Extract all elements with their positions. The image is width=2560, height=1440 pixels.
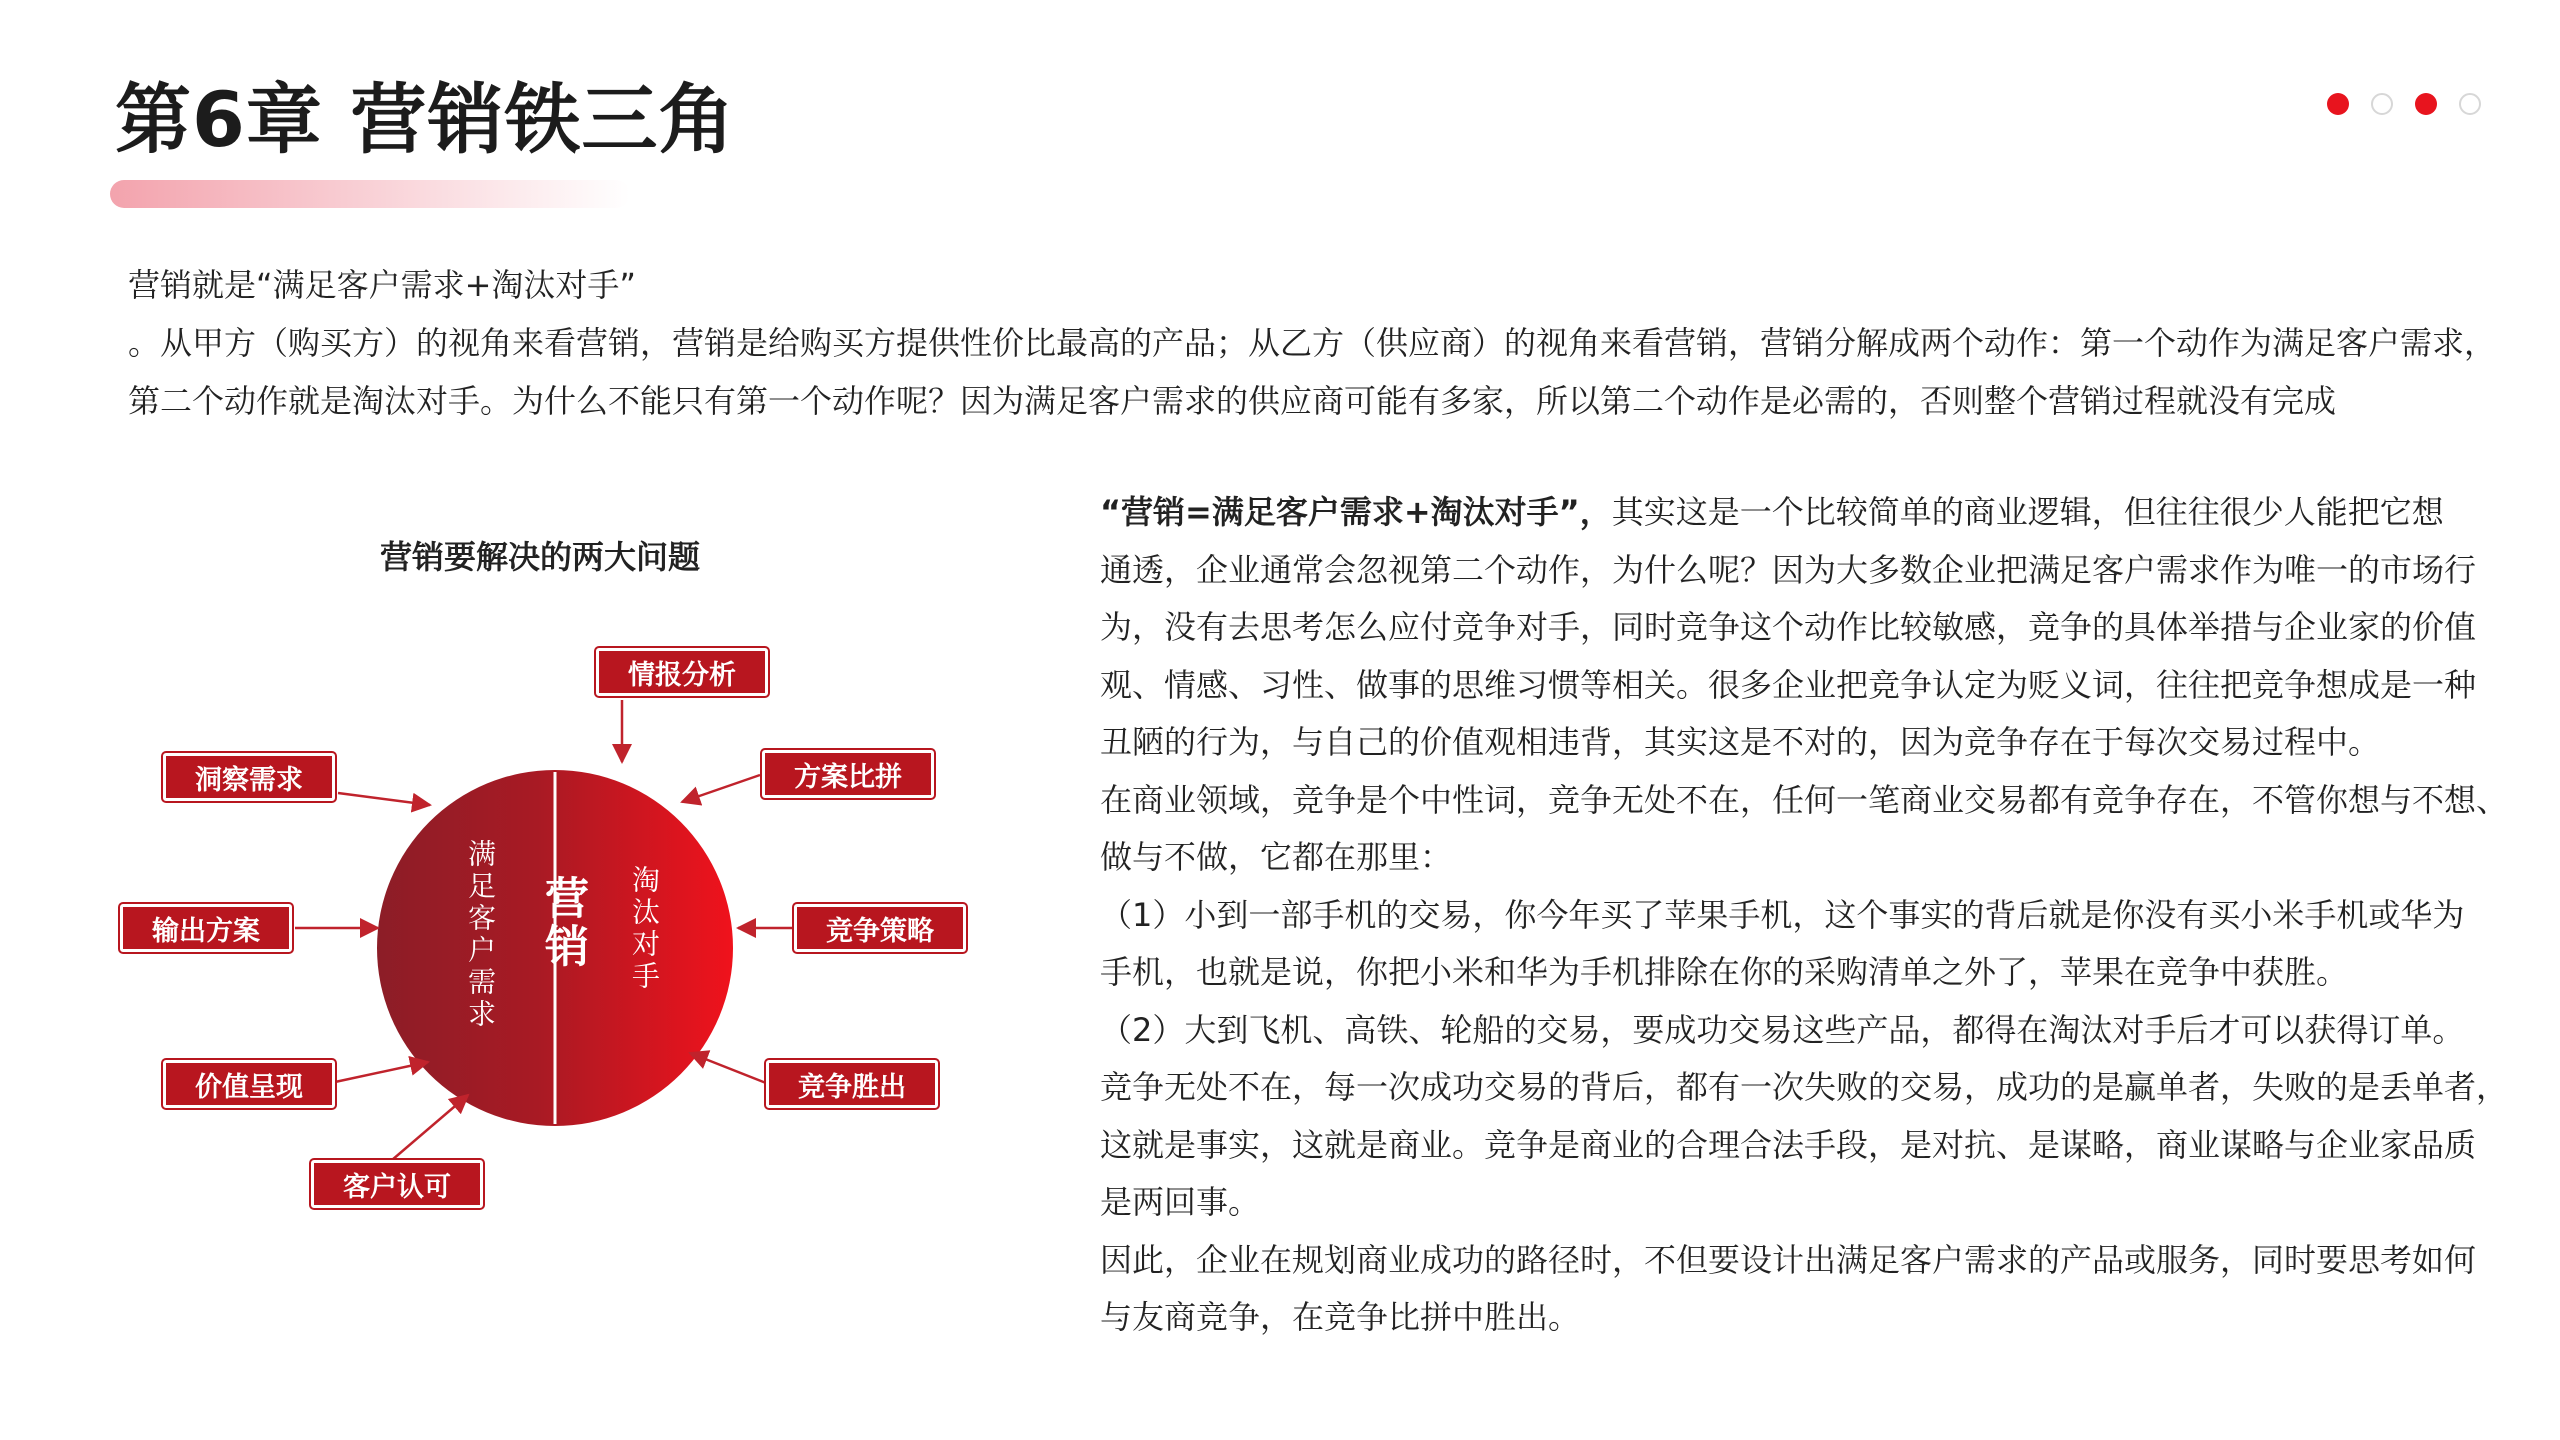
body-line-1: 通透，企业通常会忽视第二个动作，为什么呢？因为大多数企业把满足客户需求作为唯一的市场行 <box>1100 550 2477 589</box>
pager-dot-2[interactable] <box>2371 93 2393 115</box>
arrow-left-3 <box>335 1062 428 1082</box>
body-lead-bold: “营销=满足客户需求+淘汰对手”， <box>1100 493 1612 531</box>
circle-main-label: 营销 <box>537 875 588 971</box>
tag-output-solution: 输出方案 <box>120 904 292 952</box>
tag-competition-strategy: 竞争策略 <box>794 904 966 952</box>
arrow-right-3 <box>690 1053 766 1083</box>
tag-solution-comparison: 方案比拼 <box>762 750 934 798</box>
tag-insight-needs: 洞察需求 <box>163 753 335 801</box>
tag-intel-analysis: 情报分析 <box>596 648 768 696</box>
body-line-5: 在商业领域，竞争是个中性词，竞争无处不在，任何一笔商业交易都有竞争存在，不管你想与不想、 <box>1100 780 2509 819</box>
body-line-10: 竞争无处不在，每一次成功交易的背后，都有一次失败的交易，成功的是赢单者，失败的是丢单者， <box>1100 1068 2509 1106</box>
body-line-14: 与友商竞争，在竞争比拼中胜出。 <box>1100 1298 1581 1336</box>
arrow-left-4 <box>392 1095 468 1160</box>
body-line-7: （1）小到一部手机的交易，你今年买了苹果手机，这个事实的背后就是你没有买小米手机或华为 <box>1100 895 2465 934</box>
pager-dot-3[interactable] <box>2415 93 2437 115</box>
tag-competition-win: 竞争胜出 <box>766 1060 938 1108</box>
title-underline-bar <box>110 180 630 208</box>
body-text <box>1100 484 2520 1347</box>
arrow-right-1 <box>682 775 760 802</box>
intro-line-3: 第二个动作就是淘汰对手。为什么不能只有第一个动作呢？因为满足客户需求的供应商可能有多家，所以第二个动作是必需的，否则整个营销过程就没有完成 <box>128 382 2337 420</box>
body-line-4: 丑陋的行为，与自己的价值观相违背，其实这是不对的，因为竞争存在于每次交易过程中。 <box>1100 723 2381 761</box>
arrow-left-1 <box>338 793 430 805</box>
body-line-12: 是两回事。 <box>1100 1183 1261 1221</box>
body-line-3: 观、情感、习性、做事的思维习惯等相关。很多企业把竞争认定为贬义词，往往把竞争想成是一种 <box>1100 665 2477 704</box>
intro-paragraph <box>128 256 2508 430</box>
diagram-graphic <box>0 500 1040 1260</box>
pager-dot-1[interactable] <box>2327 93 2349 115</box>
pager-dots <box>2327 93 2481 115</box>
tag-value-presentation: 价值呈现 <box>163 1060 335 1108</box>
body-line-9: （2）大到飞机、高铁、轮船的交易，要成功交易这些产品，都得在淘汰对手后才可以获得订单。 <box>1100 1010 2465 1049</box>
body-line-6: 做与不做，它都在那里： <box>1100 838 1453 876</box>
intro-line-2: 。从甲方（购买方）的视角来看营销，营销是给购买方提供性价比最高的产品；从乙方（供应商）的视角来看营销，营销分解成两个动作：第一个动作为满足客户需求， <box>128 324 2497 362</box>
body-lead-line <box>1100 484 2520 542</box>
body-lead-rest: 其实这是一个比较简单的商业逻辑，但往往很少人能把它想 <box>1611 493 2444 531</box>
intro-line-1: 营销就是“满足客户需求+淘汰对手” <box>128 266 636 304</box>
body-line-2: 为，没有去思考怎么应付竞争对手，同时竞争这个动作比较敏感，竞争的具体举措与企业家的价值 <box>1100 608 2477 646</box>
circle-left-label: 满足客户需求 <box>464 839 497 1031</box>
body-line-13: 因此，企业在规划商业成功的路径时，不但要设计出满足客户需求的产品或服务，同时要思考如何 <box>1100 1240 2477 1279</box>
marketing-diagram <box>0 500 1040 1260</box>
page-title: 第6章 营销铁三角 <box>115 75 736 164</box>
tag-customer-approval: 客户认可 <box>311 1160 483 1208</box>
diagram-title: 营销要解决的两大问题 <box>379 538 700 576</box>
body-line-11: 这就是事实，这就是商业。竞争是商业的合理合法手段，是对抗、是谋略，商业谋略与企业家品质 <box>1100 1125 2477 1164</box>
pager-dot-4[interactable] <box>2459 93 2481 115</box>
circle-right-label: 淘汰对手 <box>628 865 661 993</box>
body-line-8: 手机，也就是说，你把小米和华为手机排除在你的采购清单之外了，苹果在竞争中获胜。 <box>1100 953 2349 991</box>
